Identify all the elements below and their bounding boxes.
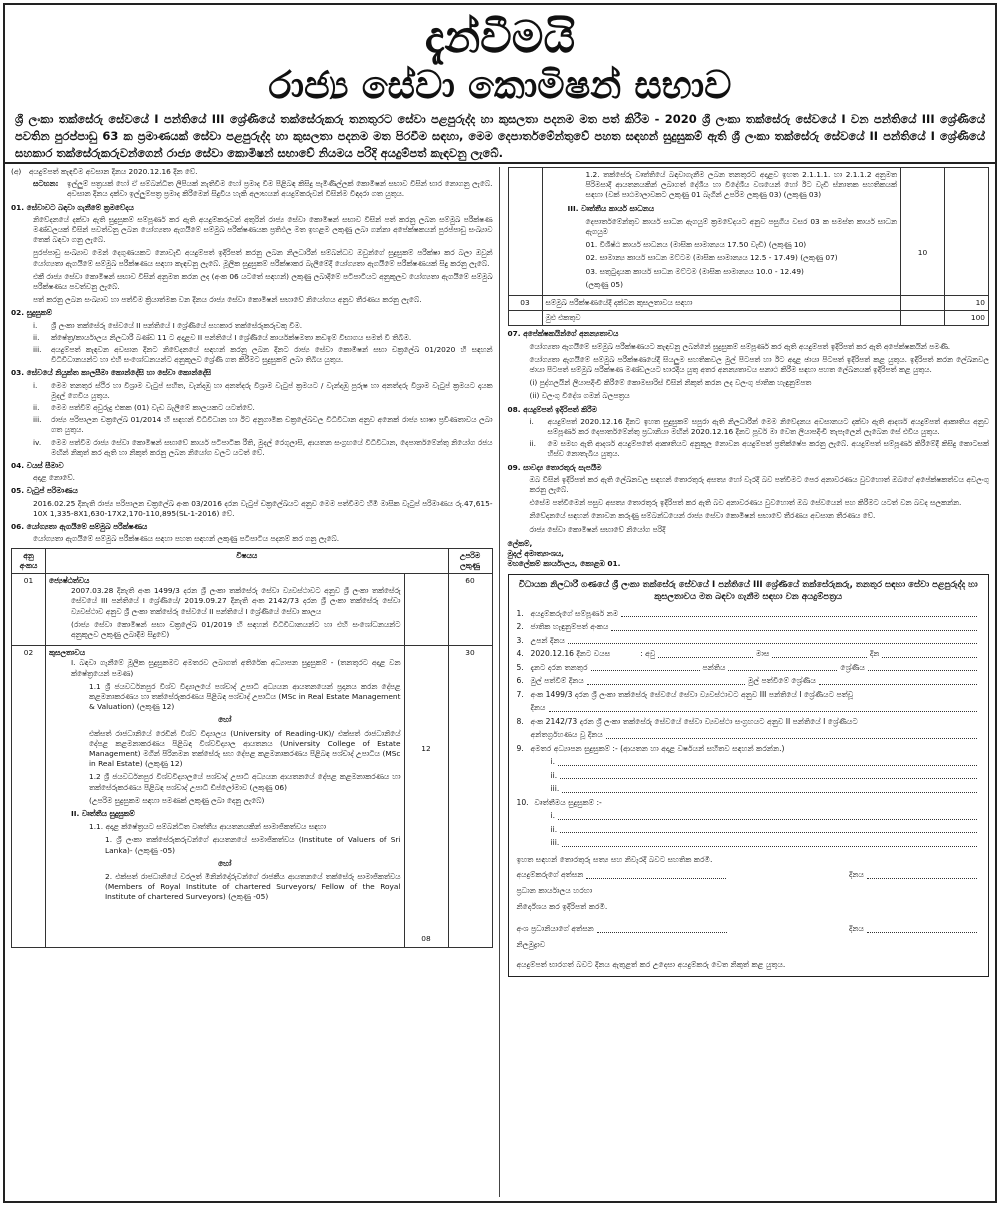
row-text: දෙපාර්තමේන්තුව කාර්ය සාධන ඇගයුම් ක්‍රමවේදයට අනුව පසුගිය වසර 03 ක සමස්ත කාර්ය සාධන ඇගයුම bbox=[585, 216, 897, 237]
submission-list bbox=[508, 417, 990, 460]
list-item: i. මෙම තනතුර ස්ථිර හා විශ්‍රාම වැටුප් සහිත, වැන්දඹු හා අනත්දරු විශ්‍රාම වැටුප් ක්‍රමයට / වැන්දඹු පුරුෂ හා අනත්දරු විශ්‍රාම වැටුප් ක්‍රමයට දායක මුදල් ගෙවිය යුතුය. bbox=[33, 380, 493, 400]
header-max-marks: උපරිම ලකුණු bbox=[448, 548, 492, 573]
row-text: 1.2. තක්සේරු වෘත්තියේ බඳවාගැනීම ලබන තනතුරට අදාළව ඉහත 2.1.1.1. හා 2.1.1.2 අනුමත පිරිමසාදී ආයතනයකින් ලබාගත් දේශීය හා විදේශීය වශයෙන් හෝ ඊට වැඩි ස්නාතක සහතිකයක් සඳහා (වක් පාඨමාලාවකට ලකුණු 01 බැගින් උපරිම ලකුණු 03) (ලකුණු 03) bbox=[585, 170, 897, 200]
list-item: ii. මෙම පත්වීම් අවුරුදු එකක (01) වැඩ බැලීමේ කාලයකට යටත්වේ. bbox=[33, 403, 255, 413]
list-item: i. ශ්‍රී ලංකා තක්සේරු සේවයේ II පන්තියේ I ශ්‍රේණියේ සහකාර තක්සේරුකරුවකු වීම. bbox=[33, 320, 303, 330]
row-number: 01 bbox=[12, 573, 46, 645]
row-number: 03 bbox=[508, 296, 542, 311]
row-subject bbox=[46, 573, 405, 645]
id-document-2: (ii) වලංගු විදේශ ගමන් බලපත්‍රය bbox=[529, 391, 630, 401]
row-max-marks: 30 bbox=[448, 646, 492, 947]
row-text: II. වෘත්තීය සුදුසුකම් bbox=[71, 808, 135, 818]
marking-table bbox=[11, 548, 493, 948]
section-3-heading: 03. සේවයේ නියුක්ත කාලසීමා කොන්දේසි හා සේවා කොන්දේසි bbox=[11, 368, 212, 378]
list-item: ii. මෙ සමඟ ඇති ආදර්ශ අයදුම්පතේ ආකෘතියට අනුකූල නොවන අයදුම්පත් ප්‍රතික්ෂේප කරනු ලැබේ. අයදුම්පත් සම්පූර්ණ කිරීමේදී කිසිදු කොටසක් හිස්ව නොතැබිය යුතුය. bbox=[529, 439, 989, 459]
age-limit-text: අදාළ නොවේ. bbox=[33, 473, 75, 483]
row-text: 03. සතුටුදායක කාර්ය සාධන මට්ටම (මාසික සාමාන්‍යය 10.0 - 12.49) bbox=[585, 266, 804, 276]
intro-paragraph: ශ්‍රී ලංකා තක්සේරු සේවයේ I පන්තියේ III ශ්‍රේණියේ තක්සේරුකරු තනතුරට සේවා පළපුරුද්ද හා කුසලතා පදනම මත පත් කිරීම - 2020 ශ්‍රී ලංකා තක්සේරු සේවයේ I වන පන්තියේ III ශ්‍රේණියේ පවතින පුරප්පාඩු 63 ක ප්‍රමාණයක් සේවා පළපුරුද්ද හා කුසලතා පදනම මත පිරවීම සඳහා, මෙම දෙපාර්තමේන්තුවේ පහත සඳහන් සුදුසුකම් ඇති ශ්‍රී ලංකා තක්සේරු සේවයේ II පන්තියේ I ශ්‍රේණියේ සහකාර තක්සේරුකරුවන්ගෙන් රාජ්‍ය සේවා කොමිෂන් සභාවේ නියමය පරිදි අයදුම්පත් කැඳවනු ලැබේ. bbox=[15, 112, 985, 160]
total-marks: 100 bbox=[945, 311, 989, 326]
list-item: iv. මෙම පත්වීම රාජ්‍ය සේවා කොමිෂන් සභාවේ කාර්ය පටිපාටික රීති, මුදල් රෙගුලාසි, ආයතන සංග්‍රහයේ විධිවිධාන, දෙපාර්තමේන්තු නියෝග රජය මඟින් නිකුත් කර ඇති හා නිකුත් කරනු ලබන නියෝග වලට යටත් වේ. bbox=[33, 437, 493, 457]
row-text: III. වෘත්තීය කාර්ය සාධනය bbox=[567, 203, 655, 213]
section-6-heading: 06. යෝග්‍යතා ඇගයීමේ සම්මුඛ පරීක්ෂණය bbox=[11, 522, 148, 532]
section-5-heading: 05. වැටුප් පරිමාණය bbox=[11, 486, 78, 496]
row-text: 01. විශිෂ්ඨ කාර්ය සාධනය (මාසික සාමාන්‍යය 17.50 වැඩි) (ලකුණු 10) bbox=[585, 240, 807, 250]
form-field-dob: 3. උපන් දිනය bbox=[517, 634, 981, 648]
age-months-input[interactable] bbox=[772, 657, 867, 658]
form-field-first-appointment: 6. මුල් පත්වීම් දිනය මුල් පත්වීමේ ශ්‍රේණිය bbox=[517, 674, 981, 688]
additional-qualification-2-input[interactable] bbox=[560, 778, 977, 779]
section-4-heading: 04. වයස් සීමාව bbox=[11, 461, 64, 471]
professional-qualification-2-input[interactable] bbox=[560, 832, 977, 833]
nic-input[interactable] bbox=[611, 630, 977, 631]
form-field-absorption: 8. අංක 2142/73 දරන ශ්‍රී ලංකා තක්සේරු සේවයේ සේවා ව්‍යවස්ථා සංග්‍රහයට අනුව II පන්තියේ I ශ්‍රේණියට bbox=[516, 716, 858, 726]
section-9-paragraph: රාජ්‍ය සේවා කොමිෂන් සභාවේ නියෝග පරිදි bbox=[529, 524, 666, 534]
or-label: හෝ bbox=[218, 715, 232, 725]
left-column bbox=[11, 167, 500, 1197]
notice-heading: දැන්වීමයි bbox=[424, 12, 576, 63]
header-divider bbox=[5, 162, 995, 164]
row-subject bbox=[46, 646, 405, 947]
section-1-paragraph: පත් කරනු ලබන සංඛ්‍යාව හා පත්වීම ක්‍රියාත්මක වන දිනය රාජ්‍ය සේවා කොමිෂන් සභාවේ නියෝගය අනුව තීරණය කරනු ලැබේ. bbox=[33, 295, 422, 305]
additional-qualification-1-input[interactable] bbox=[558, 765, 977, 766]
row-number: 02 bbox=[12, 646, 46, 947]
age-years-input[interactable] bbox=[658, 657, 753, 658]
section-1-paragraph: පුරප්පාඩු සංඛ්‍යාව මෙන් දෙගුණයකට නොවැඩි අයදුම්පත් ඉදිරිපත් කරනු ලබන නිලධාරීන් සම්බන්ධව ඔවුන්ගේ සුදුසුකම් පරීක්ෂා කර බලා ඔවුන් යෝග්‍යතා ඇගයීමේ සම්මුඛ පරීක්ෂණය සඳහා කැඳවනු ලැබේ. මූලික සුදුසුකම් පරීක්ෂාකර බැලීමේදී යෝග්‍යතා ඇගයීමේ පරීක්ෂණයක් සිදු කරනු ලැබේ. bbox=[33, 248, 493, 268]
marking-scheme-intro: යෝග්‍යතා ඇගයීමේ සම්මුඛ පරීක්ෂණය සඳහා පහත සඳහන් ලකුණු පටිපාටිය පදනම් කර ගනු ලැබේ. bbox=[33, 534, 340, 544]
row-title: ජ්‍යෙෂ්ඨත්වය bbox=[49, 575, 90, 585]
list-item: ii. ක්ෂේත්‍ර/කාර්යාලය නිලධාරී බණ්ඩ 11 ට අදාළව II පන්තියේ I ශ්‍රේණියේ කාර්යක්ෂමතා කඩඉම් විභාගය සමත් වී තිබීම. bbox=[33, 332, 412, 342]
row-text: 02. සාමාන්‍ය කාර්ය සාධන මට්ටම (මාසික සාමාන්‍යය 12.5 - 17.49) (ලකුණු 07) bbox=[585, 253, 838, 263]
table-header-row bbox=[12, 548, 493, 573]
first-appointment-grade-input[interactable] bbox=[819, 684, 977, 685]
professional-qualification-1-input[interactable] bbox=[558, 819, 977, 820]
applicant-signature-row: අයදුම්කරුගේ අත්සන දිනය bbox=[517, 868, 981, 882]
current-post-input[interactable] bbox=[591, 670, 700, 671]
signatory-title: ලේකම්, bbox=[507, 538, 533, 548]
section-1-heading: 01. සේවාවට බඳවා ගැනීමේ ක්‍රමවේදය bbox=[11, 202, 134, 212]
right-column bbox=[500, 167, 990, 1197]
application-form: විධායක නිලධාරී ගණයේ ශ්‍රී ලංකා තක්සේරු සේවයේ I පන්තියේ III ශ්‍රේණියේ තක්සේරුකරු, තනතුර සඳහා සේවා පළපුරුද්ද හා කුසලතාවය මත බඳවා ගැනීම සඳහා වන අයදුම්පත්‍රය 1. අයදුම්කරුගේ සම්පූර්ණ නම 2. ජාතික හැඳුනුම්පත් අංකය 3. උපන් දිනය 4. 2020.12.16 දිනට වයස : අවු මාස දින 5. දැනට දරන තනතුර පන්තිය ශ්‍රේණිය 6. මුල් පත්වීම් දිනය මුල් පත්වීමේ ශ්‍රේණිය 7. අංක 1499/3 දරන ශ්‍රී ලංකා තක්සේරු සේවයේ සේවා ව්‍යවස්ථාවට අනුව III පන්තියේ I ශ්‍රේණියට පත්වූ දිනය 8. අංක 2142/73 දරන ශ්‍රී ලංකා තක්සේරු සේවයේ සේවා ව්‍යවස්ථා සංග්‍රහයට අනුව II පන්තියේ I ශ්‍රේණියට අන්තර්ග්‍රහණය වූ දිනය 9. අමතර අධ්‍යාපන සුදුසුකම් :- (ආයතන හා අදාළ වර්ෂයන් සහිතව සඳහන් කරන්න.) i. ii. iii. 10. වෘත්තීමය සුදුසුකම් :- i. ii. iii. ඉහත සඳහන් තොරතුරු සත්‍ය සහ නිවැරදි බවට සහතික කරමි. අයදුම්කරුගේ අත්සන දිනය ප්‍රධාන කාර්යාලය හරහා නිර්දේශය කර ඉදිරිපත් කරමි. අංශ ප්‍රධානියාගේ අත්සන දිනය නිලමුද්‍රාව අයදුම්පත් භාරගත් බවට දිනය ඇතුළත් කර උදෙසා අයදුම්කරු වෙත නිකුත් කළ යුතුය. bbox=[508, 574, 990, 978]
note: සටහන: ඉල්ලුම් පත්‍රයක් හෝ ඒ සම්බන්ධිත ලිපියක් නැතිවීම හෝ ප්‍රමාද වීම පිළිබඳ කිසිදු පැමිණිල්ලක් කොමිෂන් සභාව විසින් භාර නොගනු ලැබේ. අවසාන දිනය දක්වා ඉල්ලුම්පත්‍ර ප්‍රමාද කිරීමෙන් සිදුවිය හැකි අලාභයන් අයදුම්කරුවන් විසින්ම විඳදරා ගත යුතුය. bbox=[33, 179, 493, 199]
form-field-grade-promotion: 7. අංක 1499/3 දරන ශ්‍රී ලංකා තක්සේරු සේවයේ සේවා ව්‍යවස්ථාවට අනුව III පන්තියේ I ශ්‍රේණියට පත්වූ bbox=[516, 689, 854, 699]
signatory-office: මහලේකම් කාර්යාලය, කොළඹ 01. bbox=[507, 559, 621, 569]
table-row bbox=[12, 573, 493, 645]
table-row bbox=[508, 168, 989, 296]
row-text: 1.2 ශ්‍රී ජයවර්ධනපුර විශ්වවිද්‍යාලයේ පශ්චාද් උපාධි අධ්‍යයන ආයතනයේ දේපළ කළමනාකරණය හා තක්සේරුකරණය පිළිබඳ පශ්චාද් උපාධි ඩිප්ලෝමාව (ලකුණු 06) bbox=[89, 772, 401, 792]
commission-name: රාජ්‍ය සේවා කොමිෂන් සභාව bbox=[268, 62, 732, 107]
row-text: 2. එක්සත් රාජධානියේ වරලත් මිනින්දෝරුවන්ගේ රාජකීය ආයතනයේ තක්සේරු සාමාජිකත්වය (Members of Royal Institute of chartered Surveyors/ Fellow of the Royal Institute of chartered Surveyors) (ලකුණු -05) bbox=[105, 871, 401, 902]
row-sub-marks: 10 bbox=[901, 168, 945, 296]
row-title: කුසලතාවය bbox=[49, 648, 86, 658]
sub-marks-professional: 08 bbox=[421, 934, 431, 944]
grade-input[interactable] bbox=[868, 670, 977, 671]
section-7-paragraph: යෝග්‍යතා ඇගයීමේ සම්මුඛ පරීක්ෂණයට කැඳවනු ලබන්නේ සුදුසුකම් සම්පූර්ණ කර ඇති අයදුම්පත් ඉදිරිපත් කර ඇති අපේක්ෂකයින් පමණි. bbox=[529, 341, 951, 351]
professional-qualification-3-input[interactable] bbox=[562, 846, 977, 847]
row-subject: සම්මුඛ පරීක්ෂණයේදී දක්වන කුසලතාවය සඳහා bbox=[542, 296, 901, 311]
class-input[interactable] bbox=[728, 670, 837, 671]
first-appointment-date-input[interactable] bbox=[587, 684, 745, 685]
age-days-input[interactable] bbox=[882, 657, 977, 658]
applicant-signature-input[interactable] bbox=[586, 878, 726, 879]
head-signature-input[interactable] bbox=[597, 932, 727, 933]
table-total-row bbox=[508, 311, 989, 326]
head-date-input[interactable] bbox=[867, 932, 977, 933]
table-row bbox=[12, 646, 493, 947]
grade-promotion-date-input[interactable] bbox=[549, 711, 978, 712]
section-9-paragraph: එසේම පත්වීමෙන් පසුව අසත්‍ය තොරතුරු ඉදිරිපත් කර ඇති බව අනාවරණය වුවහොත් ඔබ සේවයෙන් පහ කිරීමට යටත් වන බවද සලකන්න. bbox=[529, 498, 962, 508]
section-1-paragraph: නිවේදනයේ දක්වා ඇති සුදුසුකම් සම්පූර්ණ කර ඇති අයදුම්කරුවන් අතුරින් රාජ්‍ය සේවා කොමිෂන් සභාව විසින් පත් කරනු ලබන සම්මුඛ පරීක්ෂණ මණ්ඩලයක් විසින් පවත්වනු ලබන යෝග්‍යතා ඇගයීමේ සම්මුඛ පරීක්ෂණයක ප්‍රතිඵල මත ඉහළම ලකුණු ලබා ගන්නා අපේක්ෂකයන් පුරප්පාඩු සංඛ්‍යාව තෙක් බඳවා ගනු ලැබේ. bbox=[33, 214, 493, 245]
row-text: එක්සත් රාජධානියේ රෙඩින් විශ්ව විද්‍යාලය (University of Reading-UK)/ එක්සත් රාජධානියේ දේපළ කළමනාකරණය පිළිබඳ විශ්වවිද්‍යාල ආයතනය (University College of Estate Management) මගින් පිරිනමන තක්සේරු සහ දේපළ කළමනාකරණය පිළිබඳ පශ්චාද් උපාධිය (MSc in Real Estate) (ලකුණු 12) bbox=[89, 728, 401, 769]
form-field-additional-qualifications: 9. අමතර අධ්‍යාපන සුදුසුකම් :- (ආයතන හා අදාළ වර්ෂයන් සහිතව සඳහන් කරන්න.) bbox=[516, 743, 785, 753]
id-document-1: (i) පුද්ගලයින් ලියාපදිංචි කිරීමේ කොමසාරිස් විසින් නිකුත් කරන ලද වලංගු ජාතික හැඳුනුම්පත bbox=[529, 378, 812, 388]
absorption-date-input[interactable] bbox=[606, 738, 977, 739]
signatory-ministry: මුදල් අමාත්‍යාංශය, bbox=[507, 549, 564, 559]
header-subject: විෂයය bbox=[46, 548, 449, 573]
section-7-heading: 07. අපේක්ෂකයින්ගේ අනන්‍යතාවය bbox=[507, 329, 619, 339]
additional-qualification-3-input[interactable] bbox=[562, 792, 977, 793]
sub-marks-education: 12 bbox=[421, 744, 431, 754]
row-text: 1.1. අදාළ ක්ෂේත්‍රයට සම්බන්ධිත වෘත්තීය ආයතනයකින් සාමාජිකත්වය සඳහා bbox=[89, 822, 327, 832]
head-signature-row: අංශ ප්‍රධානියාගේ අත්සන දිනය bbox=[517, 922, 981, 936]
marking-table-continued bbox=[508, 167, 990, 326]
section-1-paragraph: එකී රාජ්‍ය සේවා කොමිෂන් සභාව විසින් අනුමත කරන ලද (අංක 06 යටතේ සඳහන්) ලකුණු ලබාදීමේ පටිපාටියට අනුකූලව යෝග්‍යතා ඇගයීමේ සම්මුඛ පරීක්ෂණය පවත්වනු ලැබේ. bbox=[33, 271, 493, 292]
notice-body bbox=[11, 167, 989, 1197]
declaration: ඉහත සඳහන් තොරතුරු සත්‍ය සහ නිවැරදි බවට සහතික කරමි. bbox=[516, 854, 713, 864]
total-label: මුළු එකතුව bbox=[542, 311, 901, 326]
dob-input[interactable] bbox=[568, 643, 977, 644]
form-footer-note: අයදුම්පත් භාරගත් බවට දිනය ඇතුළත් කර උදෙසා අයදුම්කරු වෙත නිකුත් කළ යුතුය. bbox=[516, 960, 786, 969]
full-name-input[interactable] bbox=[621, 616, 977, 617]
row-text: 1.1 ශ්‍රී ජයවර්ධනපුර විශ්ව විද්‍යාලයේ පශ්චාද් උපාධි අධ්‍යයන ආයතනයෙන් ප්‍රදානය කරන දේපළ කළමනාකරණය හා තක්සේරුකරණය පිළිබඳ පශ්චාද් උපාධිය (MSc in Real Estate Management & Valuation) (ලකුණු 12) bbox=[89, 681, 401, 712]
row-text: I. බඳවා ගැනීමේ මූලික සුදුසුකමට අමතරව ලබාගත් අතිරේක අධ්‍යාපන සුදුසුකම් - (තනතුරට අදාළ වන ක්ෂේත්‍රයෙන් පමණ) bbox=[71, 658, 401, 678]
section-7-paragraph: යෝග්‍යතා ඇගයීමේ සම්මුඛ පරීක්ෂණයේදී සියලුම සහතිකවල මුල් පිටපත් හා ඊට අදාළ ඡායා පිටපත් ඉදිරිපත් කළ යුතුය. ඉදිරිපත් කරන ලේඛනවල ඡායා පිටපත් සම්මුඛ පරීක්ෂණ මණ්ඩලයට භාරදිය යුතු අතර අනන්‍යතාවය සනාථ කිරීම සඳහා පහත ලේඛනයක් ඉදිරිපත් කළ යුතුය. bbox=[529, 354, 989, 375]
row-subject bbox=[542, 168, 901, 296]
list-item: iii. රාජ්‍ය පරිපාලන චක්‍රලේඛ 01/2014 හි සඳහන් විධිවිධාන හා ඊට අනුගාමික චක්‍රලේඛවල විධිවිධාන අනුව අනෙක් රාජ්‍ය භාෂා ප්‍රවීණතාවය ලබා ගත යුතුය. bbox=[33, 415, 493, 435]
qualifications-list bbox=[11, 321, 493, 366]
salary-scale-text: 2016.02.25 දිනැති රාජ්‍ය පරිපාලන චක්‍රලේඛ අංක 03/2016 දරන වැටුප් චක්‍රලේඛයට අනුව මෙම පත්වීමට හිමි මාසික වැටුප් පරිමාණය රු.47,615-10X 1,335-8X1,630-17X2,170-110,895(SL-1-2016) වේ. bbox=[33, 498, 493, 518]
official-seal: නිලමුද්‍රාව bbox=[516, 940, 546, 949]
form-field-nic: 2. ජාතික හැඳුනුම්පත් අංකය bbox=[517, 620, 981, 634]
row-sub-marks bbox=[404, 573, 448, 645]
row-text: (උපරිම සුදුසුකම සඳහා පමණක් ලකුණු ලබා දෙනු ලැබේ) bbox=[89, 795, 265, 805]
service-conditions-list bbox=[11, 381, 493, 458]
closing-date: (අ) අයදුම්පත් කැඳවීම අවසාන දිනය 2020.12.16 දින වේ. bbox=[11, 167, 198, 176]
table-row bbox=[508, 296, 989, 311]
section-9-heading: 09. සාවද්‍ය තොරතුරු සැපයීම bbox=[507, 462, 602, 472]
or-label: හෝ bbox=[218, 858, 232, 868]
header-number: අනු අංකය bbox=[12, 548, 46, 573]
form-field-current-post: 5. දැනට දරන තනතුර පන්තිය ශ්‍රේණිය bbox=[517, 661, 981, 675]
form-field-age: 4. 2020.12.16 දිනට වයස : අවු මාස දින bbox=[517, 647, 981, 661]
row-max-marks: 10 bbox=[945, 296, 989, 311]
row-max-marks: 60 bbox=[448, 573, 492, 645]
form-field-professional-qualifications: 10. වෘත්තීමය සුදුසුකම් :- bbox=[516, 797, 602, 807]
form-field-full-name: 1. අයදුම්කරුගේ සම්පූර්ණ නම bbox=[517, 607, 981, 621]
applicant-date-input[interactable] bbox=[867, 878, 977, 879]
section-2-heading: 02. සුදුසුකම් bbox=[11, 308, 52, 318]
form-title: විධායක නිලධාරී ගණයේ ශ්‍රී ලංකා තක්සේරු සේවයේ I පන්තියේ III ශ්‍රේණියේ තක්සේරුකරු, තනතුර සඳහා සේවා පළපුරුද්ද හා කුසලතාවය මත බඳවා ගැනීම සඳහා වන අයදුම්පත්‍රය bbox=[518, 579, 978, 602]
row-text: (ලකුණු 05) bbox=[585, 279, 623, 289]
row-sub-marks bbox=[404, 646, 448, 947]
row-text: 1. ශ්‍රී ලංකා තක්සේරුකරුවන්ගේ ආයතනයේ සාමාජිකත්වය (Institute of Valuers of Sri Lanka)- (ලකුණු -05) bbox=[105, 835, 401, 855]
row-text: 2007.03.28 දිනැති අංක 1499/3 දරන ශ්‍රී ලංකා තක්සේරු සේවා ව්‍යවස්ථාවට අනුව ශ්‍රී ලංකා තක්සේරු සේවයේ III පන්තියේ I ශ්‍රේණියේ/ 2019.09.27 දිනැති අංක 2142/73 දරන ශ්‍රී ලංකා තක්සේරු සේවා ව්‍යවස්ථාව අනුව ශ්‍රී ලංකා තක්සේරු සේවයේ II පන්තියේ I ශ්‍රේණියේ සේවා කාලය bbox=[71, 586, 401, 616]
list-item: i. අයදුම්පත් 2020.12.16 දිනට ඉහත සුදුසුකම් සපුරා ඇති නිලධාරීන් මෙම නිවේදනය අවසානයට දක්වා ඇති ආදර්ශ අයදුම්පත් ආකෘතිය අනුව සම්පූර්ණ කර දෙපාර්තමේන්තු ප්‍රධානියා මඟින් 2020.12.16 දිනට පූර්ව මා වෙත ලියාපදිංචි තැපෑලෙන් ලැබෙන සේ එවිය යුතුය. bbox=[529, 416, 989, 437]
list-item: iii. අයදුම්පත් කැඳවන අවසාන දිනට නිවේදනයේ සඳහන් කරනු ලබන දිනට රාජ්‍ය සේවා කොමිෂන් සභා චක්‍රලේඛ 01/2020 හි සඳහන් විධිවිධානයන්ට හා එහි සංශෝධනයන්ට අනුකූලව ශ්‍රේණි ගත කිරීමට සුදුසුකම් ලබා තිබිය යුතුය. bbox=[33, 345, 493, 365]
section-9-paragraph: ඔබ විසින් ඉදිරිපත් කර ඇති ලේඛනවල සඳහන් තොරතුරු අසත්‍ය හෝ වැරදි බව පත්වීමට පෙර අනාවරණය වුවහොත් ඔබගේ අපේක්ෂකත්වය අවලංගු කරනු ලැබේ. bbox=[529, 474, 989, 495]
section-8-heading: 08. අයදුම්පත් ඉදිරිපත් කිරීම bbox=[507, 404, 597, 414]
row-text: (රාජ්‍ය සේවා කොමිෂන් සභා චක්‍රලේඛ 01/2019 හි සඳහන් විධිවිධානයන්ට හා එහි සංශෝධනයන්ට අනුකූලව ලකුණු ලබාදීම සිදුවේ) bbox=[71, 619, 401, 639]
section-9-paragraph: නිවේදනයේ සඳහන් නොවන කරුණු සම්බන්ධයෙන් රාජ්‍ය සේවා කොමිෂන් සභාවේ තීරණය අවසාන තීරණය වේ. bbox=[529, 511, 876, 521]
notice-page bbox=[3, 3, 997, 1203]
